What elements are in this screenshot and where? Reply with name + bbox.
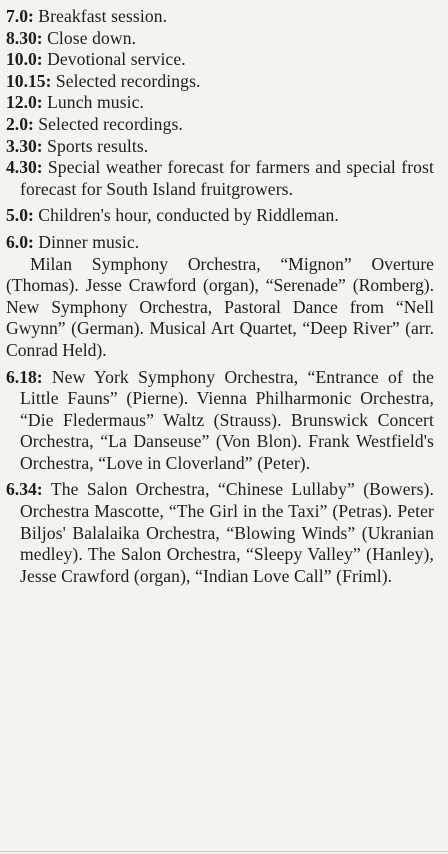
schedule-entry — [6, 71, 434, 93]
schedule-time: 6.34: — [6, 479, 43, 500]
schedule-text: Dinner music. — [38, 231, 140, 252]
schedule-time: 12.0: — [6, 92, 43, 113]
schedule-entry — [6, 92, 434, 114]
schedule-entry — [6, 232, 434, 254]
schedule-text: The Salon Orchestra, “Chinese Lullaby” (Bowers). Orchestra Mascotte, “The Girl in the Taxi” (Petras). Peter Biljos' Balalaika Orchestra, “Blowing Winds” (Ukranian medley). The Salon Orchestra, “Sleepy Valley” (Hanley), Jesse Crawford (organ), “Indian Love Call” (Friml). — [20, 479, 434, 586]
schedule-entry — [6, 6, 434, 28]
schedule-text: Devotional service. — [47, 49, 186, 70]
schedule-time: 8.30: — [6, 27, 43, 48]
schedule-time: 7.0: — [6, 6, 34, 26]
schedule-text: Selected recordings. — [38, 113, 183, 134]
schedule-text: New York Symphony Orchestra, “Entrance of the Little Fauns” (Pierne). Vienna Philharmonic Orchestra, “Die Fledermaus” Waltz (Strauss). Brunswick Concert Orchestra, “La Danseuse” (Von Blon). Frank Westfield's Orchestra, “Love in Cloverland” (Peter). — [20, 366, 434, 473]
dinner-music-paragraph: Milan Symphony Orchestra, “Mignon” Overture (Thomas). Jesse Crawford (organ), “Serenade” (Romberg). New Symphony Orchestra, Pastoral Dance from “Nell Gwynn” (German). Musical Art Quartet, “Deep River” (arr. Conrad Held). — [6, 253, 434, 360]
schedule-entry — [6, 157, 434, 200]
schedule-entry — [6, 28, 434, 50]
schedule-text: Close down. — [47, 27, 137, 48]
schedule-time: 2.0: — [6, 113, 34, 134]
schedule-time: 10.15: — [6, 70, 52, 91]
schedule-time: 4.30: — [6, 157, 43, 178]
schedule-entry — [6, 367, 434, 475]
schedule-text: Selected recordings. — [55, 70, 201, 91]
schedule-text: Children's hour, conducted by Riddleman. — [38, 205, 339, 226]
schedule-time: 3.30: — [6, 135, 43, 156]
column-divider — [0, 851, 448, 852]
schedule-time: 5.0: — [6, 205, 34, 226]
schedule-entry — [6, 479, 434, 587]
schedule-text: Breakfast session. — [38, 6, 168, 26]
schedule-time: 6.0: — [6, 231, 34, 252]
schedule-text: Sports results. — [47, 135, 149, 156]
schedule-entry — [6, 136, 434, 158]
schedule-text: Special weather forecast for farmers and special frost forecast for South Island fruitgrowers. — [20, 157, 434, 199]
schedule-time: 6.18: — [6, 366, 43, 387]
schedule-time: 10.0: — [6, 49, 43, 70]
schedule-entry — [6, 114, 434, 136]
schedule-entry — [6, 49, 434, 71]
schedule-text: Lunch music. — [47, 92, 145, 113]
schedule-entry — [6, 205, 434, 227]
